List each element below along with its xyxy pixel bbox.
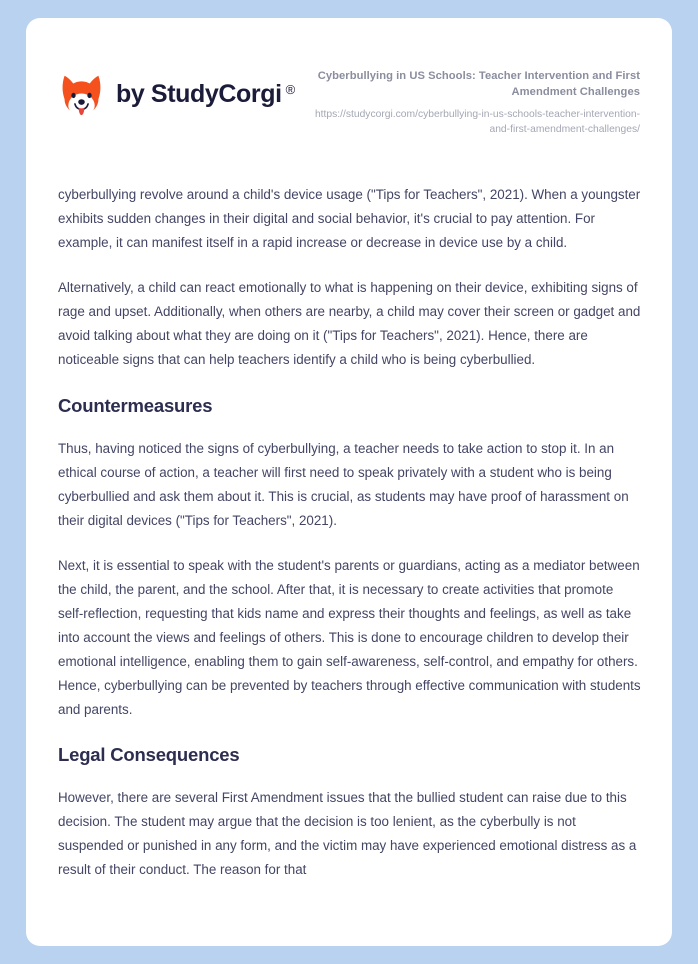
paragraph: However, there are several First Amendment issues that the bullied student can raise due to this decision. The student may argue that the decision is too lenient, as the cyberbully is not suspended or punished in any form, and the victim may have experienced emotional distress as a result of their conduct. The reason for that bbox=[58, 790, 637, 878]
document-url[interactable]: https://studycorgi.com/cyberbullying-in-us-schools-teacher-intervention-and-first-amendment-challenges/ bbox=[314, 108, 640, 135]
paragraph: cyberbullying revolve around a child's device usage ("Tips for Teachers", 2021). When a youngster exhibits sudden changes in their digital and social behavior, it's crucial to pay attention. For example, it can manifest itself in a rapid increase or decrease in device use by a child. bbox=[58, 186, 641, 250]
corgi-logo-icon bbox=[58, 71, 105, 118]
document-meta bbox=[295, 67, 640, 137]
brand-name-text: by StudyCorgi bbox=[116, 80, 282, 108]
document-header bbox=[26, 18, 672, 137]
paragraph: Thus, having noticed the signs of cyberbullying, a teacher needs to take action to stop it. In an ethical course of action, a teacher will first need to speak privately with a student who is being cyberbullied and ask them about it. This is crucial, as students may have proof of harassment on their digital devices ("Tips for Teachers", 2021). bbox=[58, 440, 629, 528]
document-title: Cyberbullying in US Schools: Teacher Intervention and First Amendment Challenges bbox=[317, 70, 640, 98]
registered-trademark-icon: ® bbox=[285, 82, 295, 97]
paragraph: Next, it is essential to speak with the student's parents or guardians, acting as a mediator between the child, the parent, and the school. After that, it is necessary to create activities that promote self-reflection, requesting that kids name and express their thoughts and feelings, as well as take into account the views and feelings of others. This is done to encourage children to develop their emotional intelligence, enabling them to gain self-awareness, self-control, and empathy for others. Hence, cyberbullying can be prevented by teachers through effective communication with students and parents. bbox=[58, 558, 641, 717]
brand-wordmark bbox=[116, 82, 295, 107]
section-heading-countermeasures: Countermeasures bbox=[58, 394, 213, 416]
document-page-card bbox=[26, 18, 672, 946]
section-heading-legal-consequences: Legal Consequences bbox=[58, 744, 240, 766]
document-body bbox=[26, 183, 672, 882]
studycorgi-brand[interactable] bbox=[58, 67, 295, 118]
paragraph: Alternatively, a child can react emotionally to what is happening on their device, exhibiting signs of rage and upset. Additionally, when others are nearby, a child may cover their screen or gadget and avoid talking about what they are doing on it ("Tips for Teachers", 2021). Hence, there are noticeable signs that can help teachers identify a child who is being cyberbullied. bbox=[58, 280, 641, 368]
